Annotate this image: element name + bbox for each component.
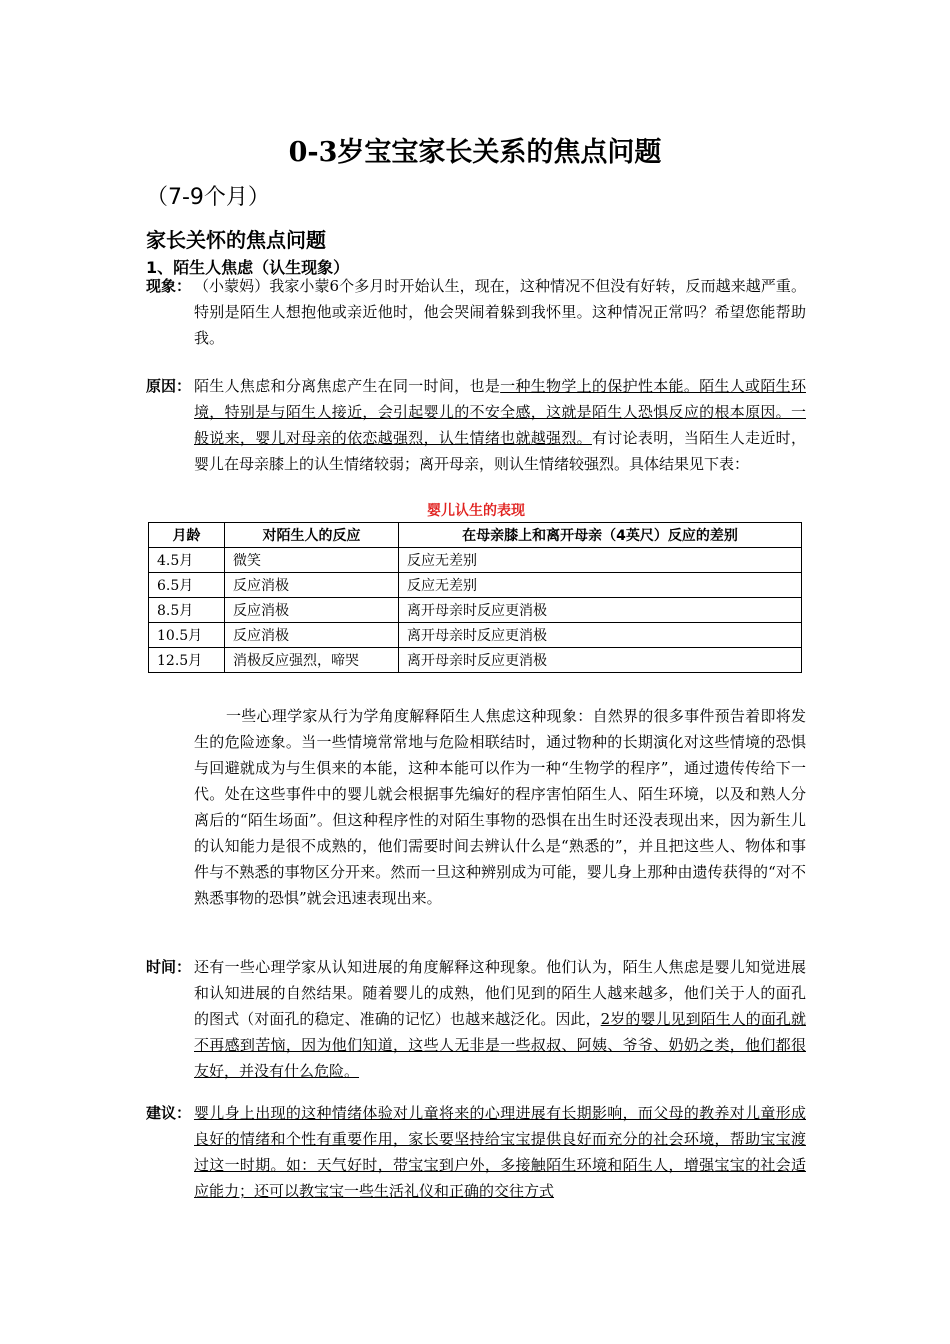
cause-paragraph xyxy=(146,373,806,477)
phenomenon-label: 现象： xyxy=(146,277,192,295)
document-title: 0-3岁宝宝家长关系的焦点问题 xyxy=(288,137,662,168)
table-row xyxy=(149,573,802,598)
advice-label: 建议： xyxy=(146,1104,192,1122)
cell-difference: 离开母亲时反应更消极 xyxy=(399,648,802,673)
advice-paragraph xyxy=(146,1100,806,1204)
cell-difference: 离开母亲时反应更消极 xyxy=(399,598,802,623)
cell-reaction: 微笑 xyxy=(225,548,399,573)
header-difference: 在母亲膝上和离开母亲（4英尺）反应的差别 xyxy=(399,523,802,548)
time-text-underlined: 2岁的婴儿见到陌生人的面孔就不再感到苦恼，因为他们知道，这些人无非是一些叔叔、阿姨、爷爷、奶奶之类，他们都很友好，并没有什么危险。 xyxy=(194,1010,806,1080)
cause-label: 原因： xyxy=(146,377,192,395)
cause-text-underlined: 一种生物学上的保护性本能。陌生人或陌生环境，特别是与陌生人接近，会引起婴儿的不安全感，这就是陌生人恐惧反应的根本原因。一般说来，婴儿对母亲的依恋越强烈，认生情绪也就越强烈。 xyxy=(194,377,806,447)
cause-text xyxy=(194,373,806,477)
header-age: 月龄 xyxy=(149,523,225,548)
table-row xyxy=(149,548,802,573)
explanation-text: 一些心理学家从行为学角度解释陌生人焦虑这种现象：自然界的很多事件预告着即将发生的危险迹象。当一些情境常常地与危险相联结时，通过物种的长期演化对这些情境的恐惧与回避就成为与生俱来的本能，这种本能可以作为一种“生物学的程序”，通过遗传传给下一代。处在这些事件中的婴儿就会根据事先编好的程序害怕陌生人、陌生环境，以及和熟人分离后的“陌生场面”。但这种程序性的对陌生事物的恐惧在出生时还没表现出来，因为新生儿的认知能力是很不成熟的，他们需要时间去辨认什么是“熟悉的”，并且把这些人、物体和事件与不熟悉的事物区分开来。然而一旦这种辨别成为可能，婴儿身上那种由遗传获得的“对不熟悉事物的恐惧”就会迅速表现出来。 xyxy=(194,707,806,907)
phenomenon-text: （小蒙妈）我家小蒙6个多月时开始认生，现在，这种情况不但没有好转，反而越来越严重。特别是陌生人想抱他或亲近他时，他会哭闹着躲到我怀里。这种情况正常吗？希望您能帮助我。 xyxy=(194,277,806,347)
cell-difference: 反应无差别 xyxy=(399,548,802,573)
cell-reaction: 反应消极 xyxy=(225,598,399,623)
explanation-paragraph xyxy=(146,703,806,911)
cell-reaction: 反应消极 xyxy=(225,573,399,598)
table-caption: 婴儿认生的表现 xyxy=(427,503,525,519)
time-paragraph xyxy=(146,954,806,1084)
sub-title: 1、陌生人焦虑（认生现象） xyxy=(146,258,350,277)
table-header-row xyxy=(149,523,802,548)
cell-age: 10.5月 xyxy=(149,623,225,648)
cell-difference: 反应无差别 xyxy=(399,573,802,598)
time-text xyxy=(194,954,806,1084)
infant-reaction-table xyxy=(148,522,802,673)
header-reaction: 对陌生人的反应 xyxy=(225,523,399,548)
cell-age: 4.5月 xyxy=(149,548,225,573)
cell-age: 12.5月 xyxy=(149,648,225,673)
advice-text: 婴儿身上出现的这种情绪体验对儿童将来的心理进展有长期影响，而父母的教养对儿童形成良好的情绪和个性有重要作用，家长要坚持给宝宝提供良好而充分的社会环境，帮助宝宝渡过这一时期。如：天气好时，带宝宝到户外，多接触陌生环境和陌生人，增强宝宝的社会适应能力；还可以教宝宝一些生活礼仪和正确的交往方式 xyxy=(194,1104,806,1200)
cause-text-part1: 陌生人焦虑和分离焦虑产生在同一时间，也是 xyxy=(194,377,501,395)
cell-reaction: 消极反应强烈，啼哭 xyxy=(225,648,399,673)
cell-age: 6.5月 xyxy=(149,573,225,598)
section-title: 家长关怀的焦点问题 xyxy=(146,228,326,252)
table-row xyxy=(149,598,802,623)
cell-reaction: 反应消极 xyxy=(225,623,399,648)
cause-text-part3: 有讨论表明，当陌生人走近时，婴儿在母亲膝上的认生情绪较弱；离开母亲，则认生情绪较强烈。具体结果见下表： xyxy=(194,429,806,473)
cell-difference: 离开母亲时反应更消极 xyxy=(399,623,802,648)
time-label: 时间： xyxy=(146,958,192,976)
table-row xyxy=(149,623,802,648)
table-row xyxy=(149,648,802,673)
age-range-heading: （7-9个月） xyxy=(146,185,270,210)
time-text-part1: 还有一些心理学家从认知进展的角度解释这种现象。他们认为，陌生人焦虑是婴儿知觉进展和认知进展的自然结果。随着婴儿的成熟，他们见到的陌生人越来越多，他们关于人的面孔的图式（对面孔的稳定、准确的记忆）也越来越泛化。因此， xyxy=(194,958,806,1028)
cell-age: 8.5月 xyxy=(149,598,225,623)
phenomenon-paragraph xyxy=(146,273,806,351)
